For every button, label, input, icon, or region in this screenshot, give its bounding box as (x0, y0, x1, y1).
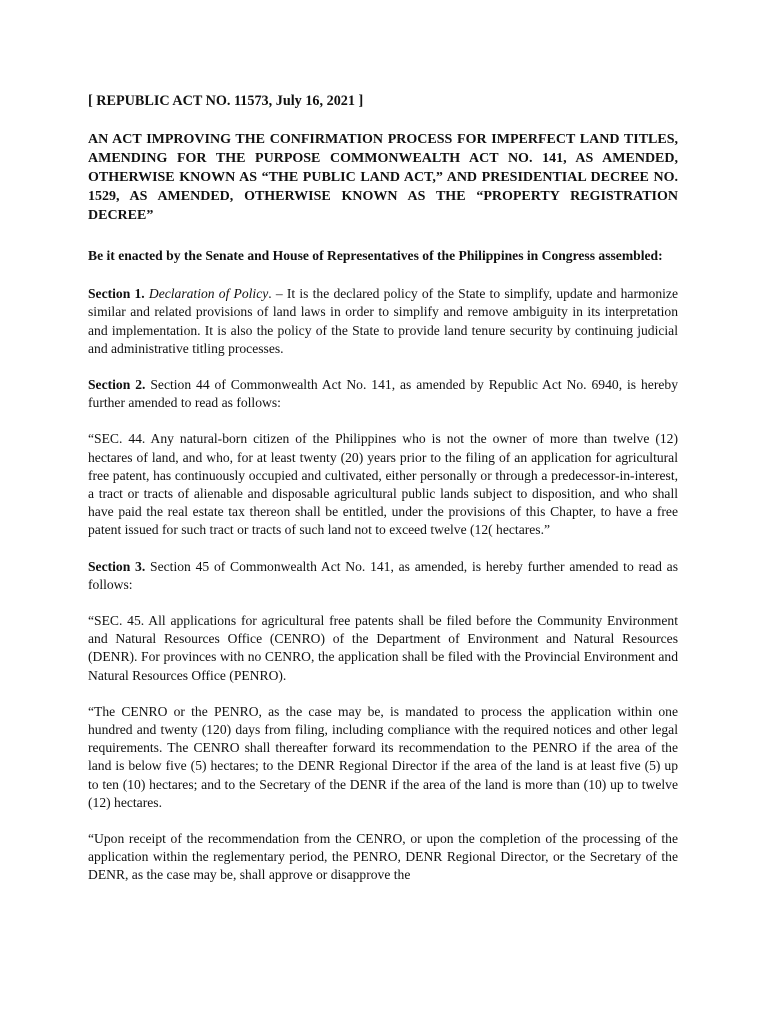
section-3-label: Section 3. (88, 558, 146, 574)
receipt-paragraph: “Upon receipt of the recommendation from the CENRO, or upon the completion of the processing of the application within the reglementary period, the PENRO, DENR Regional Director, or the Secretary of the DENR, as the case may be, shall approve or disapprove the (88, 831, 678, 883)
section-1 (88, 285, 678, 358)
section-2 (88, 376, 678, 412)
section-3 (88, 558, 678, 594)
document-body (88, 92, 678, 885)
section-1-text: . – It is the declared policy of the State to simplify, update and harmonize similar and related provisions of land laws in order to simplify and remove ambiguity in its interpretation and implementation. It is also the policy of the State to provide land tenure security by continuing judicial and administrative titling processes. (88, 286, 678, 356)
section-1-label: Section 1. (88, 286, 145, 302)
section-2-label: Section 2. (88, 377, 146, 393)
sec-44-text: “SEC. 44. Any natural-born citizen of the Philippines who is not the owner of more than twelve (12) hectares of land, and who, for at least twenty (20) years prior to the filing of an application for agricultural free patent, has continuously occupied and cultivated, either personally or through a predecessor-in-interest, a tract or tracts of alienable and disposable agricultural public lands subject to disposition, and who shall have paid the real estate tax thereon shall be entitled, under the provisions of this Chapter, to have a free patent issued for such tract or tracts of such land not to exceed twelve (12( hectares.” (88, 431, 678, 538)
section-1-title: Declaration of Policy (148, 286, 269, 302)
section-2-text: Section 44 of Commonwealth Act No. 141, as amended by Republic Act No. 6940, is hereby further amended to read as follows: (88, 377, 678, 411)
section-3-text: Section 45 of Commonwealth Act No. 141, as amended, is hereby further amended to read as follows: (88, 558, 678, 592)
cenro-paragraph: “The CENRO or the PENRO, as the case may be, is mandated to process the application within one hundred and twenty (120) days from filing, including compliance with the required notices and other legal requirements. The CENRO shall thereafter forward its recommendation to the PENRO if the area of the land is below five (5) hectares; to the DENR Regional Director if the area of the land is at least five (5) up to ten (10) hectares; and to the Secretary of the DENR if the area of the land is more than (10) up to twelve (12) hectares. (88, 703, 678, 810)
act-citation: [ REPUBLIC ACT NO. 11573, July 16, 2021 ] (88, 93, 364, 109)
sec-45-text: “SEC. 45. All applications for agricultural free patents shall be filed before the Community Environment and Natural Resources Office (CENRO) of the Department of Environment and Natural Resources (DENR). For provinces with no CENRO, the application shall be filed with the Provincial Environment and Natural Resources Office (PENRO). (88, 613, 678, 683)
act-title: AN ACT IMPROVING THE CONFIRMATION PROCESS FOR IMPERFECT LAND TITLES, AMENDING FOR THE PURPOSE COMMONWEALTH ACT NO. 141, AS AMENDED, OTHERWISE KNOWN AS “THE PUBLIC LAND ACT,” AND PRESIDENTIAL DECREE NO. 1529, AS AMENDED, OTHERWISE KNOWN AS THE “PROPERTY REGISTRATION DECREE” (88, 132, 678, 223)
enacting-clause: Be it enacted by the Senate and House of Representatives of the Philippines in Congress assembled: (88, 248, 663, 263)
